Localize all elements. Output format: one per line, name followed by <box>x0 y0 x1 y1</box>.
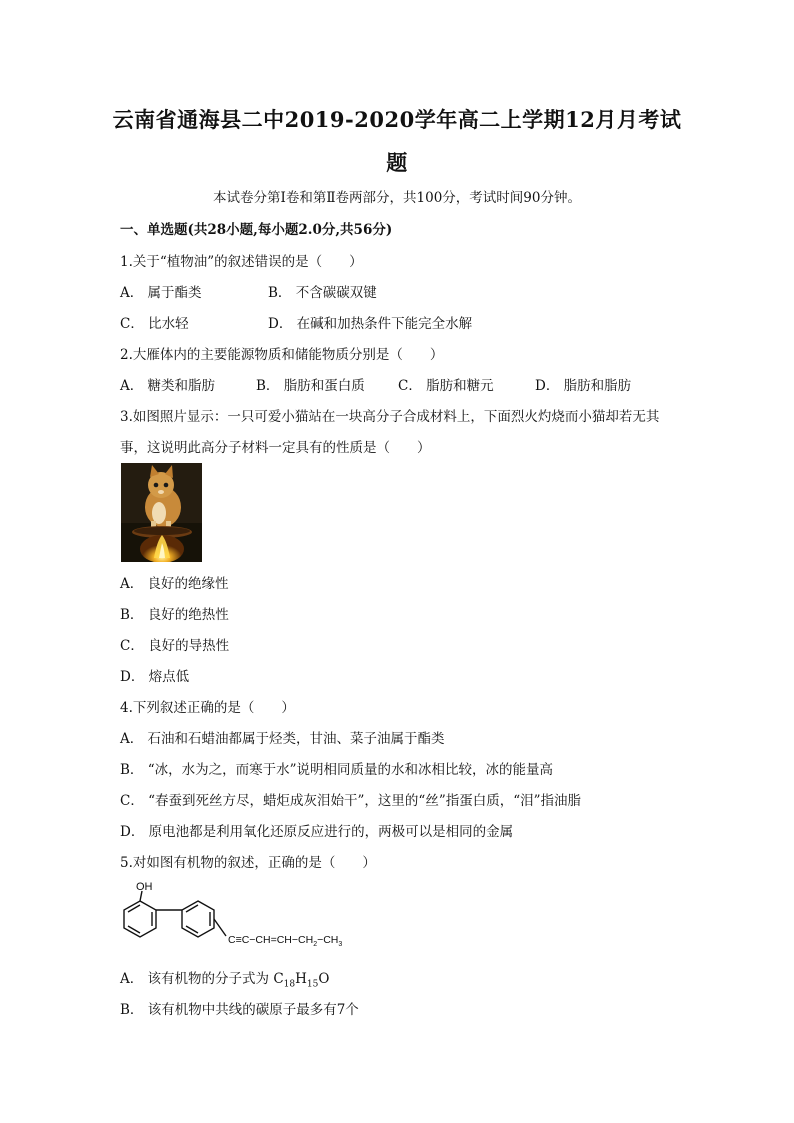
structure-oh-label: OH <box>136 881 153 893</box>
structure-chain-label: $C\equiv C-CH=CH-CH_2-CH_3$ <box>228 934 343 948</box>
q3-stem-line1: 3.如图照片显示：一只可爱小猫站在一块高分子合成材料上，下面烈火灼烧而小猫却若无其 <box>120 409 660 425</box>
q1-option-b: B． 不含碳碳双键 <box>268 285 377 301</box>
q2-option-c: C． 脂肪和糖元 <box>398 378 494 394</box>
section-heading: 一、单选题(共28小题,每小题2.0分,共56分) <box>120 222 393 238</box>
q3-option-c: C． 良好的导热性 <box>120 638 230 654</box>
q4-option-a: A． 石油和石蜡油都属于烃类，甘油、菜子油属于酯类 <box>120 731 445 747</box>
cat-on-fire-photo <box>121 463 202 562</box>
q3-option-a: A． 良好的绝缘性 <box>120 576 229 592</box>
q1-option-c: C． 比水轻 <box>120 316 189 332</box>
page-title-line1: 云南省通海县二中2019-2020学年高二上学期12月月考试 <box>112 107 682 132</box>
q5-option-a: A． 该有机物的分子式为 $C_{18}H_{15}O$ <box>120 971 330 990</box>
page-title-line2: 题 <box>386 150 408 175</box>
q2-option-a: A． 糖类和脂肪 <box>120 378 216 394</box>
q1-stem: 1.关于“植物油”的叙述错误的是（ ） <box>120 254 363 270</box>
q4-stem: 4.下列叙述正确的是（ ） <box>120 700 295 716</box>
exam-intro: 本试卷分第Ⅰ卷和第Ⅱ卷两部分，共100分，考试时间90分钟。 <box>213 190 581 206</box>
q1-option-a: A． 属于酯类 <box>120 285 202 301</box>
q4-option-b: B． “冰，水为之，而寒于水”说明相同质量的水和冰相比较，冰的能量高 <box>120 762 554 778</box>
q3-option-d: D． 熔点低 <box>120 669 190 685</box>
q2-option-d: D． 脂肪和脂肪 <box>535 378 632 394</box>
q3-option-b: B． 良好的绝热性 <box>120 607 229 623</box>
q5-stem: 5.对如图有机物的叙述，正确的是（ ） <box>120 855 376 871</box>
q1-option-d: D． 在碱和加热条件下能完全水解 <box>268 316 473 332</box>
q5-option-b: B． 该有机物中共线的碳原子最多有7个 <box>120 1002 359 1018</box>
q4-option-d: D． 原电池都是利用氧化还原反应进行的，两极可以是相同的金属 <box>120 824 514 840</box>
q4-option-c: C． “春蚕到死丝方尽，蜡炬成灰泪始干”，这里的“丝”指蛋白质，“泪”指油脂 <box>120 793 582 809</box>
q3-stem-line2: 事，这说明此高分子材料一定具有的性质是（ ） <box>120 440 431 456</box>
organic-structure-diagram <box>116 880 391 960</box>
q2-option-b: B． 脂肪和蛋白质 <box>256 378 365 394</box>
q2-stem: 2.大雁体内的主要能源物质和储能物质分别是（ ） <box>120 347 444 363</box>
